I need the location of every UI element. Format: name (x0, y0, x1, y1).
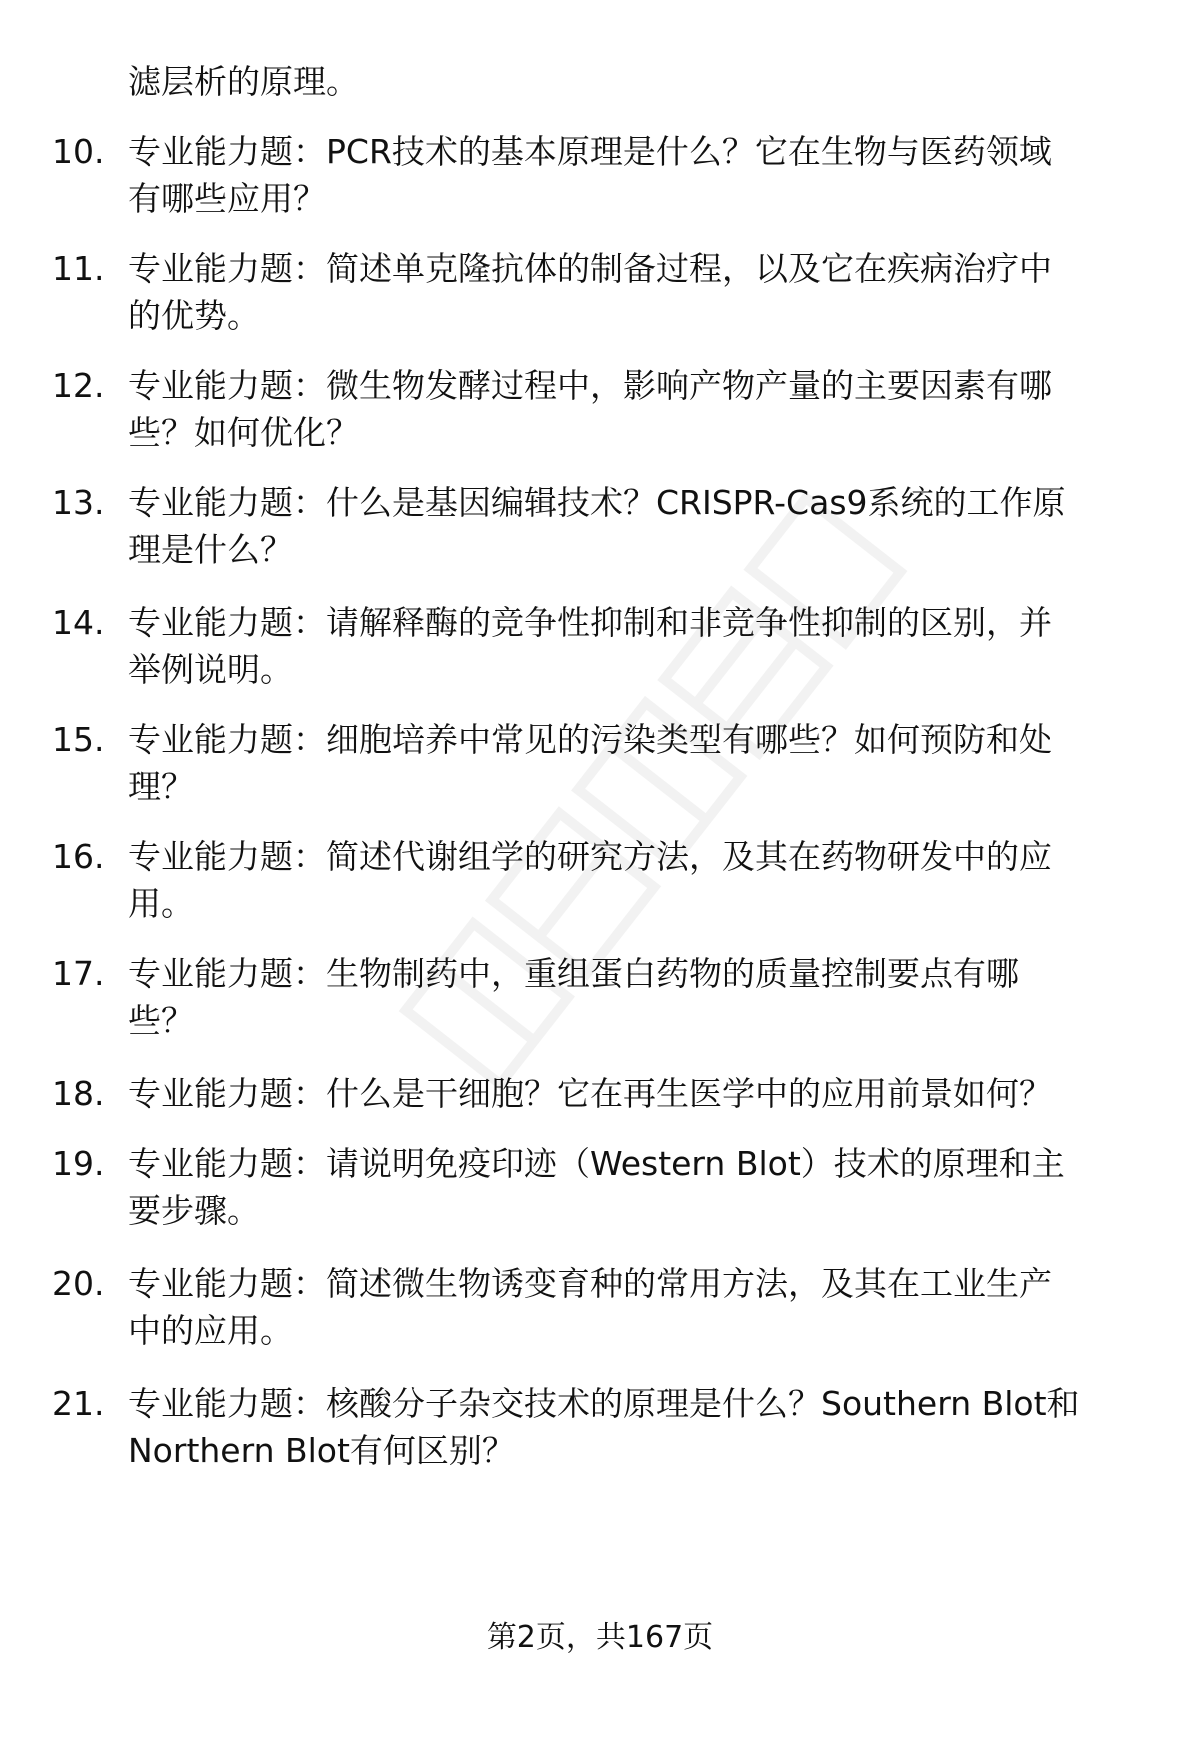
question-text-line-1: 专业能力题：简述代谢组学的研究方法，及其在药物研发中的应 (128, 837, 1052, 876)
question-text-line-2: 些？ (128, 1001, 194, 1040)
question-number: 17. (52, 954, 105, 993)
question-text-line-2: 要步骤。 (128, 1191, 260, 1230)
question-text-line-2: 中的应用。 (128, 1311, 293, 1350)
question-number: 10. (52, 132, 105, 171)
question-number: 14. (52, 603, 105, 642)
question-number: 12. (52, 366, 105, 405)
question-text-line-2: Northern Blot有何区别？ (128, 1431, 515, 1470)
question-number: 20. (52, 1264, 105, 1303)
question-text-line-1: 专业能力题：PCR技术的基本原理是什么？它在生物与医药领域 (128, 132, 1052, 171)
page-footer: 第2页，共167页 (486, 1620, 714, 1655)
question-number: 11. (52, 249, 105, 288)
question-text-line-1: 专业能力题：请解释酶的竞争性抑制和非竞争性抑制的区别，并 (128, 603, 1052, 642)
question-text-line-1: 专业能力题：什么是基因编辑技术？CRISPR-Cas9系统的工作原 (128, 483, 1066, 522)
question-text-line-1: 专业能力题：微生物发酵过程中，影响产物产量的主要因素有哪 (128, 366, 1052, 405)
question-text-line-1: 专业能力题：什么是干细胞？它在再生医学中的应用前景如何？ (128, 1074, 1052, 1113)
watermark (300, 420, 1000, 1170)
question-number: 21. (52, 1384, 105, 1423)
question-number: 16. (52, 837, 105, 876)
question-text-line-2: 的优势。 (128, 296, 260, 335)
question-text-line-1: 专业能力题：简述微生物诱变育种的常用方法，及其在工业生产 (128, 1264, 1052, 1303)
question-text-line-2: 理是什么？ (128, 530, 293, 569)
question-number: 18. (52, 1074, 105, 1113)
question-text-line-1: 专业能力题：简述单克隆抗体的制备过程，以及它在疾病治疗中 (128, 249, 1052, 288)
question-text-line-1: 专业能力题：请说明免疫印迹（Western Blot）技术的原理和主 (128, 1144, 1065, 1183)
question-text-line-2: 理？ (128, 767, 194, 806)
question-text-line-2: 用。 (128, 884, 194, 923)
question-number: 13. (52, 483, 105, 522)
question-text-line-1: 专业能力题：细胞培养中常见的污染类型有哪些？如何预防和处 (128, 720, 1052, 759)
question-text-line-1: 专业能力题：核酸分子杂交技术的原理是什么？Southern Blot和 (128, 1384, 1080, 1423)
question-text-line-2: 些？如何优化？ (128, 413, 359, 452)
continuation-text: 滤层析的原理。 (128, 62, 359, 101)
question-number: 15. (52, 720, 105, 759)
question-text-line-1: 专业能力题：生物制药中，重组蛋白药物的质量控制要点有哪 (128, 954, 1019, 993)
question-number: 19. (52, 1144, 105, 1183)
question-text-line-2: 举例说明。 (128, 650, 293, 689)
question-text-line-2: 有哪些应用？ (128, 179, 326, 218)
